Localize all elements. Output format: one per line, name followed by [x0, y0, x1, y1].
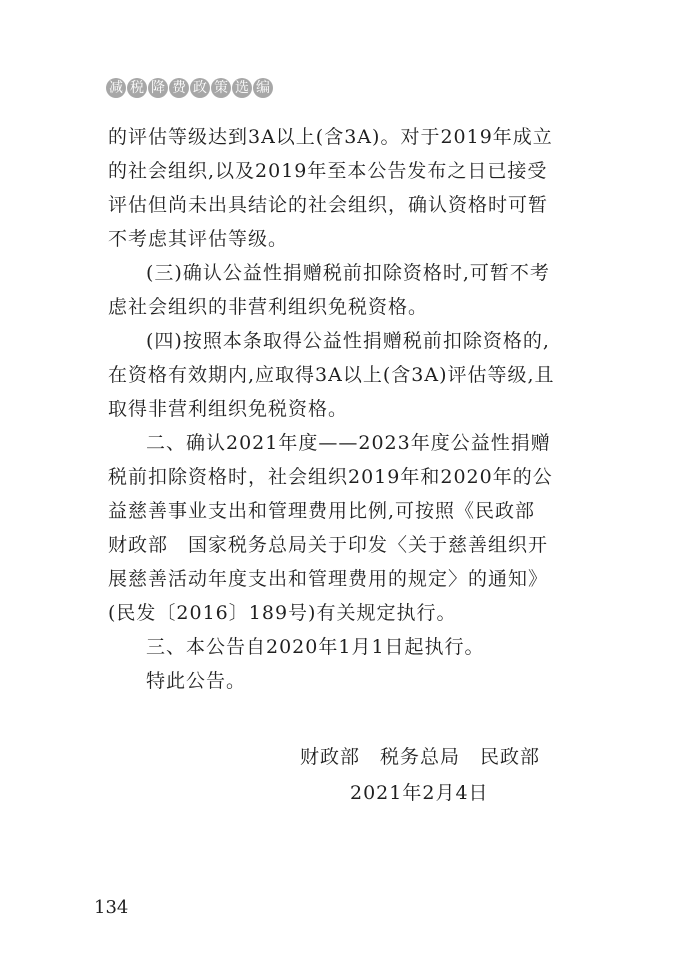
series-title-char: 选 [232, 78, 252, 98]
series-title-char: 策 [211, 78, 231, 98]
series-title-char: 减 [106, 78, 126, 98]
paragraph-item-3: (三)确认公益性捐赠税前扣除资格时,可暂不考虑社会组织的非营利组织免税资格。 [108, 262, 550, 318]
document-body [108, 120, 566, 698]
series-title-char: 政 [190, 78, 210, 98]
closing-statement: 特此公告。 [146, 670, 247, 692]
series-title-badges [106, 78, 273, 98]
paragraph-item-4: (四)按照本条取得公益性捐赠税前扣除资格的,在资格有效期内,应取得3A以上(含3A)评估等级,且取得非营利组织免税资格。 [108, 330, 555, 420]
paragraph-continuation: 的评估等级达到3A以上(含3A)。对于2019年成立的社会组织,以及2019年至本公告发布之日已接受评估但尚未出具结论的社会组织，确认资格时可暂不考虑其评估等级。 [108, 126, 553, 250]
series-title-char: 编 [253, 78, 273, 98]
issuing-authorities: 财政部 税务总局 民政部 [300, 746, 541, 768]
paragraph-section-2: 二、确认2021年度——2023年度公益性捐赠税前扣除资格时，社会组织2019年和2020年的公益慈善事业支出和管理费用比例,可按照《民政部 财政部 国家税务总局关于印发〈关于慈善组织开展慈善活动年度支出和管理费用的规定〉的通知》(民发〔2016〕189号)有关规定执行。 [108, 432, 556, 624]
series-title-char: 降 [148, 78, 168, 98]
series-title-char: 费 [169, 78, 189, 98]
paragraph-section-3: 三、本公告自2020年1月1日起执行。 [146, 636, 485, 658]
series-title-char: 税 [127, 78, 147, 98]
page-number: 134 [94, 897, 129, 918]
issue-date: 2021年2月4日 [350, 782, 489, 804]
